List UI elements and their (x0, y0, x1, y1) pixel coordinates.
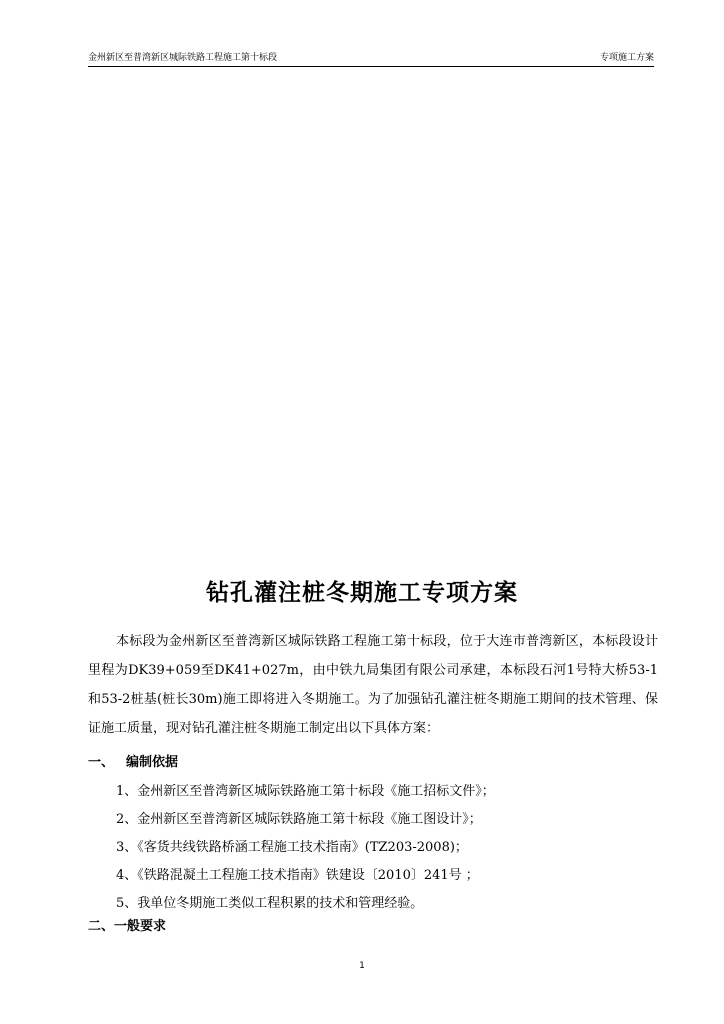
intro-paragraph-block (88, 627, 658, 743)
section-1-title: 编制依据 (126, 755, 179, 770)
section-1-number: 一、 (88, 755, 115, 770)
page-number: 1 (359, 961, 365, 971)
page-header (88, 52, 654, 67)
document-title: 钻孔灌注桩冬期施工专项方案 (206, 580, 518, 606)
intro-paragraph: 本标段为金州新区至普湾新区城际铁路工程施工第十标段，位于大连市普湾新区，本标段设计里程为DK39+059至DK41+027m，由中铁九局集团有限公司承建，本标段石河1号特大桥53-1和53-2桩基(桩长30m)施工即将进入冬期施工。为了加强钻孔灌注桩冬期施工期间的技术管理、保证施工质量，现对钻孔灌注桩冬期施工制定出以下具体方案： (88, 634, 658, 736)
header-document-type: 专项施工方案 (599, 53, 654, 63)
list-item: 5、我单位冬期施工类似工程积累的技术和管理经验。 (116, 896, 424, 911)
basis-list (116, 778, 656, 918)
list-item: 4、《铁路混凝土工程施工技术指南》铁建设〔2010〕241号 ； (116, 868, 479, 883)
list-item: 2、金州新区至普湾新区城际铁路施工第十标段《施工图设计》； (116, 812, 482, 827)
list-item: 1、金州新区至普湾新区城际铁路施工第十标段《施工招标文件》； (116, 784, 495, 799)
header-project-name: 金州新区至普湾新区城际铁路工程施工第十标段 (88, 53, 278, 63)
section-1-heading (88, 753, 178, 773)
section-2-heading: 二、一般要求 (88, 919, 167, 934)
list-item: 3、《客货共线铁路桥涵工程施工技术指南》(TZ203-2008)； (116, 840, 468, 855)
